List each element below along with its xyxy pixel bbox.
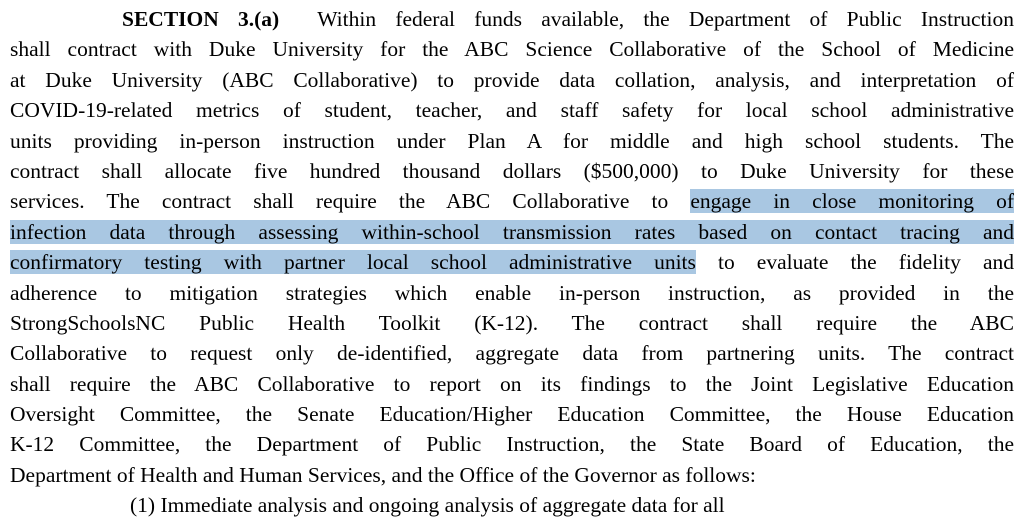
text-line-7 [10, 186, 1014, 216]
line-text: to evaluate the fidelity and [695, 250, 1015, 275]
text-line-9 [10, 247, 1014, 277]
text-line-5 [10, 126, 1014, 156]
line-text: Oversight Committee, the Senate Education/Higher Education Committee, the House Education [10, 402, 1014, 427]
text-line-1 [10, 4, 1014, 34]
text-line-3 [10, 65, 1014, 95]
text-line-10 [10, 278, 1014, 308]
line-text: shall require the ABC Collaborative to report on its findings to the Joint Legislative Education [10, 371, 1014, 396]
text-line-8 [10, 217, 1014, 247]
line-text: StrongSchoolsNC Public Health Toolkit (K-12). The contract shall require the ABC [10, 310, 1014, 335]
line-text: Department of Health and Human Services, and the Office of the Governor as follows: [10, 462, 756, 487]
text-line-14 [10, 399, 1014, 429]
text-line-11 [10, 308, 1014, 338]
line-text: COVID-19-related metrics of student, teacher, and staff safety for local school administrative [10, 98, 1014, 123]
cut-off-line [10, 490, 1014, 518]
line-text: at Duke University (ABC Collaborative) to provide data collation, analysis, and interpretation of [10, 67, 1014, 92]
text-line-6 [10, 156, 1014, 186]
line-text: units providing in-person instruction under Plan A for middle and high school students. The [10, 128, 1014, 153]
text-line-13 [10, 369, 1014, 399]
document-page [10, 4, 1015, 518]
section-label: SECTION 3.(a) [122, 7, 280, 31]
text-line-12 [10, 338, 1014, 368]
text-line-4 [10, 95, 1014, 125]
highlighted-text[interactable]: confirmatory testing with partner local school administrative units [10, 250, 696, 275]
line-text: contract shall allocate five hundred thousand dollars ($500,000) to Duke University for these [10, 158, 1014, 183]
text-line-2 [10, 34, 1014, 64]
highlighted-text[interactable]: infection data through assessing within-school transmission rates based on contact tracing and [10, 219, 1014, 244]
text-line-16 [10, 460, 1014, 490]
line-text: Collaborative to request only de-identified, aggregate data from partnering units. The contract [10, 341, 1014, 366]
line-text: adherence to mitigation strategies which enable in-person instruction, as provided in the [10, 280, 1014, 305]
line-text: shall contract with Duke University for the ABC Science Collaborative of the School of Medicine [10, 37, 1014, 62]
line-text: K-12 Committee, the Department of Public Instruction, the State Board of Education, the [10, 432, 1014, 457]
text-line-15 [10, 429, 1014, 459]
line-text: (1) Immediate analysis and ongoing analysis of aggregate data for all [130, 493, 725, 518]
line-text: Within federal funds available, the Department of Public Instruction [317, 7, 1014, 31]
line-text: services. The contract shall require the ABC Collaborative to [10, 189, 691, 214]
highlighted-text[interactable]: engage in close monitoring of [690, 189, 1014, 214]
